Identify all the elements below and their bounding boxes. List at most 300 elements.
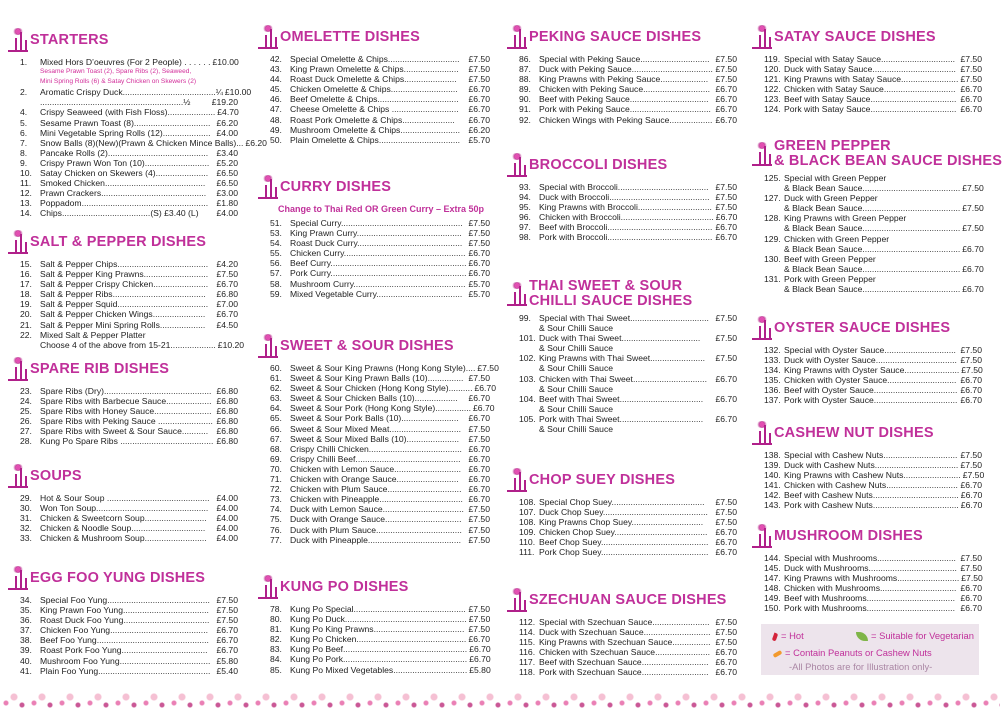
bamboo-logo-icon xyxy=(752,25,772,49)
menu-item xyxy=(764,480,982,490)
section-header xyxy=(8,227,238,257)
item-name: Chicken with Szechuan Sauce....................... xyxy=(539,647,710,658)
item-name: Pork with Satay Sauce.................................... xyxy=(784,104,957,115)
item-price: £6.70 xyxy=(468,463,490,474)
item-price: £6.70 xyxy=(216,625,238,636)
item-number: 102. xyxy=(519,353,536,364)
item-price: £6.70 xyxy=(715,104,737,115)
item-price: £6.70 xyxy=(715,413,737,424)
item-number: 116. xyxy=(519,647,536,658)
item-number: 141. xyxy=(764,480,781,491)
item-price: £7.50 xyxy=(715,192,737,203)
menu-item xyxy=(764,345,982,355)
item-name: Chicken Omelette & Chips............................ xyxy=(290,84,458,95)
item-name: King Prawns with Oyster Sauce....................... xyxy=(784,365,960,376)
menu-item xyxy=(519,414,737,424)
item-price: £6.70 xyxy=(715,212,738,223)
menu-item xyxy=(270,54,490,64)
menu-item-list xyxy=(764,345,982,406)
menu-item xyxy=(20,87,252,98)
item-price: £7.50 xyxy=(216,269,238,280)
item-number: 148. xyxy=(764,583,781,594)
item-number: 35. xyxy=(20,605,32,616)
item-price: £6.70 xyxy=(715,527,737,538)
menu-item-list xyxy=(764,553,982,614)
item-number: 57. xyxy=(270,268,282,279)
item-name: Beef with Satay Sauce.................................... xyxy=(784,94,957,105)
menu-item xyxy=(270,393,490,403)
item-price xyxy=(980,213,982,223)
item-number: 53. xyxy=(270,228,282,239)
item-price: £7.50 xyxy=(960,54,982,64)
menu-item-list xyxy=(519,54,737,125)
menu-item xyxy=(270,74,490,84)
menu-item xyxy=(270,634,490,644)
menu-item xyxy=(270,115,490,125)
item-number: 81. xyxy=(270,624,282,635)
menu-item xyxy=(270,494,490,504)
item-price: £6.20 xyxy=(216,117,238,128)
section-header xyxy=(752,521,982,551)
item-number: 8. xyxy=(20,147,28,158)
item-price: £6.70 xyxy=(962,263,984,274)
section-egg-foo-yung xyxy=(8,563,238,676)
item-name: Plain Foo Yung............................................... xyxy=(40,665,211,676)
menu-item xyxy=(519,394,737,404)
legend-veg-text: = Suitable for Vegetarian xyxy=(871,630,974,641)
item-price: £6.70 xyxy=(715,114,737,125)
item-name: Special with Peking Sauce............................. xyxy=(539,54,710,64)
item-name: Chicken with Plum Sauce............................... xyxy=(290,484,462,495)
menu-item xyxy=(20,493,238,503)
menu-item xyxy=(270,644,490,654)
item-number: 17. xyxy=(20,279,32,290)
menu-item xyxy=(764,213,982,223)
item-name: Chicken with Lemon Sauce............................ xyxy=(290,463,461,474)
menu-item xyxy=(764,274,982,284)
item-number: 109. xyxy=(519,527,536,538)
legend-hot-text: = Hot xyxy=(781,630,804,641)
menu-item xyxy=(519,333,737,343)
item-price: £7.00 xyxy=(216,299,238,310)
item-number: 128. xyxy=(764,213,781,224)
item-number xyxy=(20,67,40,77)
item-price: £4.20 xyxy=(216,259,238,269)
item-number: 132. xyxy=(764,345,781,355)
item-number: 71. xyxy=(270,474,282,485)
item-name: Beef Curry......................................................... xyxy=(290,258,467,269)
item-name: Kung Po Special............................................... xyxy=(290,604,466,614)
bamboo-logo-icon xyxy=(752,142,772,166)
item-name: Chicken with Green Pepper xyxy=(784,233,890,244)
item-name: Duck with Peking Sauce.................................. xyxy=(539,64,713,75)
bamboo-logo-icon xyxy=(8,28,28,52)
item-number: 61. xyxy=(270,373,282,384)
menu-item xyxy=(519,104,737,114)
menu-item xyxy=(270,474,490,484)
section-header xyxy=(258,172,490,202)
section-title: OMELETTE DISHES xyxy=(280,28,420,45)
menu-item xyxy=(764,94,982,104)
section-header xyxy=(258,22,490,52)
item-price: £7.50 xyxy=(468,228,490,239)
section-starters xyxy=(8,25,267,219)
item-price: £6.80 xyxy=(216,436,238,447)
item-price: £3.00 xyxy=(216,188,238,199)
section-satay xyxy=(752,22,982,115)
item-name: Beef with Thai Sweet................................... xyxy=(539,393,704,404)
item-price: £6.70 xyxy=(960,395,982,406)
item-number: 140. xyxy=(764,470,781,481)
item-number: 9. xyxy=(20,157,28,168)
legend-nuts-text: = Contain Peanuts or Cashew Nuts xyxy=(785,647,932,658)
item-name: Sweet & Sour King Prawns (Hong Kong Style).... xyxy=(290,363,476,373)
item-number: 73. xyxy=(270,494,282,505)
item-price: £7.50 xyxy=(715,507,737,518)
item-price: £4.00 xyxy=(216,513,238,524)
item-number: 23. xyxy=(20,386,32,396)
item-number: 78. xyxy=(270,604,282,614)
menu-item xyxy=(764,385,982,395)
item-name: Chicken with Broccoli....................................... xyxy=(539,212,714,223)
item-price: £6.70 xyxy=(960,490,983,501)
menu-item xyxy=(20,137,267,148)
menu-item xyxy=(764,450,982,460)
item-number: 130. xyxy=(764,253,781,264)
item-number: 15. xyxy=(20,259,32,269)
item-name: & Sour Chilli Sauce xyxy=(539,323,614,334)
item-price: £7.50 xyxy=(715,517,737,528)
item-number: 84. xyxy=(270,654,282,665)
item-name: Mushroom Omelette & Chips......................... xyxy=(290,124,461,135)
menu-item xyxy=(519,363,737,373)
item-name: & Black Bean Sauce......................................... xyxy=(784,263,961,274)
item-number: 145. xyxy=(764,563,781,574)
item-name: Special with Green Pepper xyxy=(784,173,887,183)
item-number: 127. xyxy=(764,193,781,204)
item-price: £6.70 xyxy=(715,94,737,105)
section-szechuan xyxy=(507,585,737,678)
menu-item xyxy=(270,624,490,634)
item-price: £19.20 xyxy=(211,97,238,108)
section-thai xyxy=(507,277,737,434)
menu-item xyxy=(270,289,490,299)
item-number: 93. xyxy=(519,182,531,192)
bamboo-logo-icon xyxy=(258,334,278,358)
item-name: Cheese Omelette & Chips ............................ xyxy=(290,104,459,115)
item-number: 121. xyxy=(764,74,781,85)
bamboo-logo-icon xyxy=(507,153,527,177)
item-number: 37. xyxy=(20,625,32,636)
item-number: 10. xyxy=(20,168,32,179)
menu-item xyxy=(270,228,490,238)
item-name: Beef Foo Yung............................................... xyxy=(40,635,209,646)
item-name: Chips.....................................(S) £3.40 (L) xyxy=(40,208,199,219)
item-name: Duck with Thai Sweet................................. xyxy=(539,333,701,344)
section-header xyxy=(8,25,238,55)
item-number: 51. xyxy=(270,218,282,228)
item-number: 66. xyxy=(270,423,282,434)
item-name: Roast Duck Foo Yung.................................... xyxy=(40,615,210,626)
item-number: 144. xyxy=(764,553,781,563)
item-price: £7.50 xyxy=(468,54,490,64)
section-title: OYSTER SAUCE DISHES xyxy=(774,319,951,336)
menu-item xyxy=(519,202,737,212)
menu-item xyxy=(764,355,982,365)
item-name: Sweet & Sour Chicken (Hong Kong Style).......... xyxy=(290,383,473,394)
item-name: Snow Balls (8)(New)(Prawn & Chicken Mince Balls)... xyxy=(40,137,244,148)
item-price: £7.50 xyxy=(468,218,490,228)
item-price: £7.50 xyxy=(715,497,737,507)
item-name: Roast Duck Omelette & Chips...................... xyxy=(290,74,457,85)
menu-item xyxy=(519,182,737,192)
menu-item xyxy=(20,57,238,67)
item-name: King Prawns with Thai Sweet....................... xyxy=(539,353,706,364)
item-price: £6.70 xyxy=(468,248,490,259)
item-price: £6.50 xyxy=(216,168,238,179)
item-price: £6.70 xyxy=(715,393,737,404)
item-number: 91. xyxy=(519,104,531,115)
item-price: £7.50 xyxy=(715,333,737,344)
item-name: Duck with Cashew Nuts................................... xyxy=(784,460,959,471)
section-kung-po xyxy=(258,572,490,675)
item-number: 27. xyxy=(20,426,32,437)
item-name: Chicken with Peking Sauce............................ xyxy=(539,84,710,95)
item-price: £7.50 xyxy=(468,604,490,614)
item-price: £7.50 xyxy=(962,470,985,481)
item-name: Beef with Cashew Nuts.................................... xyxy=(784,490,959,501)
item-name: Chicken with Oyster Sauce............................. xyxy=(784,375,957,386)
item-price xyxy=(980,274,982,284)
item-number: 90. xyxy=(519,94,531,105)
item-price: £10.20 xyxy=(217,339,245,350)
menu-item xyxy=(20,503,238,513)
item-name: Pork with Broccoli............................................ xyxy=(539,232,713,243)
item-price: £6.70 xyxy=(468,484,490,495)
item-name: Pork with Oyster Sauce................................... xyxy=(784,395,958,406)
item-number: 45. xyxy=(270,84,282,95)
item-price: £6.70 xyxy=(715,84,737,95)
section-mushroom xyxy=(752,521,982,614)
item-price: £7.50 xyxy=(960,460,982,471)
menu-item xyxy=(519,517,737,527)
item-price: £7.50 xyxy=(715,54,737,64)
item-number: 112. xyxy=(519,617,536,627)
menu-item xyxy=(270,525,490,535)
item-price: £4.00 xyxy=(216,523,238,534)
bamboo-logo-icon xyxy=(507,588,527,612)
item-number: 48. xyxy=(270,114,282,125)
section-header xyxy=(8,354,238,384)
item-number: 111. xyxy=(519,547,535,558)
item-number xyxy=(764,264,784,274)
item-price: £6.70 xyxy=(469,644,491,655)
item-number: 76. xyxy=(270,524,282,535)
item-name: King Prawn Foo Yung.................................... xyxy=(40,605,209,616)
item-price: £6.70 xyxy=(473,403,495,414)
item-price: £4.70 xyxy=(217,107,239,118)
item-name: Roast Pork Omelette & Chips...................... xyxy=(290,114,455,125)
item-number: 139. xyxy=(764,460,781,471)
item-price: £6.70 xyxy=(715,373,737,384)
section-chop-suey xyxy=(507,465,737,558)
item-number: 117. xyxy=(519,657,536,668)
item-name: Crispy Prawn Won Ton (10)........................... xyxy=(40,157,210,168)
item-number: 125. xyxy=(764,173,781,183)
menu-item xyxy=(764,470,985,481)
section-title: EGG FOO YUNG DISHES xyxy=(30,569,206,586)
item-number: 31. xyxy=(20,513,32,524)
section-title: STARTERS xyxy=(30,31,109,48)
item-name: Mushroom Foo Yung...................................... xyxy=(40,655,211,666)
bamboo-logo-icon xyxy=(507,25,527,49)
item-number: 47. xyxy=(270,104,282,115)
menu-item xyxy=(519,547,737,557)
item-number: 63. xyxy=(270,393,282,404)
item-name: Pork with Cashew Nuts.................................... xyxy=(784,500,959,511)
menu-item xyxy=(270,413,490,423)
menu-item xyxy=(764,264,982,274)
item-price: £6.70 xyxy=(468,474,490,485)
menu-item xyxy=(20,158,238,168)
item-name: Sweet & Sour Chicken Balls (10).................. xyxy=(290,393,458,404)
item-name: Sesame Prawn Toast (2), Spare Ribs (2), Seaweed, xyxy=(40,68,192,76)
bamboo-logo-icon xyxy=(507,468,527,492)
section-broccoli xyxy=(507,150,737,243)
menu-item xyxy=(764,244,982,254)
item-price: £6.80 xyxy=(216,386,238,396)
item-name: Pork with Thai Sweet................................... xyxy=(539,413,704,424)
item-price: £6.70 xyxy=(468,268,491,279)
item-number: 142. xyxy=(764,490,781,501)
item-price xyxy=(735,404,737,414)
item-number: 131. xyxy=(764,273,781,284)
bamboo-logo-icon xyxy=(752,421,772,445)
menu-item xyxy=(270,248,490,258)
item-name: Duck with Lemon Sauce.................................. xyxy=(290,504,464,515)
menu-item xyxy=(270,604,490,614)
item-price: £7.50 xyxy=(468,423,490,434)
item-number: 43. xyxy=(270,64,282,75)
section-title: SATAY SAUCE DISHES xyxy=(774,28,936,45)
item-name: Mini Spring Rolls (6) & Satay Chicken on Skewers (2) xyxy=(40,78,197,86)
menu-item xyxy=(20,426,238,436)
item-number: 22. xyxy=(20,329,32,340)
item-price: £6.70 xyxy=(468,453,490,464)
item-name: King Prawns with Peking Sauce.................... xyxy=(539,74,709,85)
menu-item xyxy=(519,94,737,104)
menu-item xyxy=(764,500,982,510)
item-name: Pork with Szechuan Sauce............................ xyxy=(539,667,709,678)
item-price: £7.50 xyxy=(960,553,982,563)
item-number xyxy=(764,284,784,294)
item-name: Salt & Pepper King Prawns........................... xyxy=(40,269,209,280)
menu-item xyxy=(270,64,490,74)
item-number: 56. xyxy=(270,258,282,269)
item-name: Duck with Pineapple....................................... xyxy=(290,534,461,545)
item-name: Chicken Foo Yung......................................... xyxy=(40,625,208,636)
item-price: £6.80 xyxy=(216,396,238,407)
item-number: 36. xyxy=(20,615,32,626)
menu-item xyxy=(764,284,982,294)
menu-item xyxy=(519,64,737,74)
item-name: Won Ton Soup............................................... xyxy=(40,503,209,514)
item-price: £6.70 xyxy=(715,667,737,678)
item-name: Duck with Mushrooms..................................... xyxy=(784,563,957,574)
item-name: Aromatic Crispy Duck.......................................¼ xyxy=(40,87,223,98)
section-title: KUNG PO DISHES xyxy=(280,578,409,595)
item-price: £7.50 xyxy=(715,202,737,213)
menu-item-list xyxy=(519,313,737,434)
menu-item xyxy=(20,416,238,426)
item-price: £6.70 xyxy=(468,413,490,424)
section-spare-rib xyxy=(8,354,238,447)
item-price: £6.70 xyxy=(715,232,737,243)
menu-item xyxy=(20,523,238,533)
menu-item-list xyxy=(270,54,490,145)
item-name: King Prawns with Satay Sauce........................ xyxy=(784,74,959,85)
menu-item xyxy=(20,615,238,625)
menu-item xyxy=(270,403,495,414)
menu-item xyxy=(20,259,238,269)
item-price: £7.50 xyxy=(960,74,982,85)
item-name: Crispy Chilli Chicken....................................... xyxy=(290,443,462,454)
item-price: £7.50 xyxy=(477,363,499,373)
menu-item xyxy=(20,595,238,605)
section-header xyxy=(507,22,737,52)
item-name: Pork with Mushrooms..................................... xyxy=(784,603,955,614)
item-number xyxy=(519,363,539,373)
item-name: Special Chop Suey....................................... xyxy=(539,497,705,507)
item-name: & Sour Chilli Sauce xyxy=(539,383,614,394)
item-number xyxy=(519,323,539,333)
section-title: THAI SWEET & SOUR xyxy=(529,278,683,294)
item-price: £7.50 xyxy=(962,203,984,214)
menu-item xyxy=(270,125,490,135)
item-number: 133. xyxy=(764,355,781,366)
item-number: 120. xyxy=(764,64,781,75)
menu-item xyxy=(764,573,982,583)
menu-item xyxy=(20,635,238,645)
legend-photos: -All Photos are for Illustration only- xyxy=(789,661,933,672)
menu-item xyxy=(764,173,982,183)
item-number xyxy=(764,244,784,254)
item-number: 83. xyxy=(270,644,282,655)
bamboo-logo-icon xyxy=(752,524,772,548)
menu-item xyxy=(519,627,737,637)
item-number xyxy=(20,97,40,107)
menu-item xyxy=(270,464,490,474)
item-name: Special Foo Yung........................................... xyxy=(40,595,210,605)
item-number: 96. xyxy=(519,212,531,223)
menu-item xyxy=(519,647,737,657)
item-price: £6.80 xyxy=(216,416,238,427)
item-price: £7.50 xyxy=(961,365,983,376)
item-price: £6.70 xyxy=(960,385,982,396)
item-name: Duck with Broccoli.......................................... xyxy=(539,192,710,203)
section-title: CHOP SUEY DISHES xyxy=(529,471,676,488)
item-price: £6.70 xyxy=(468,84,490,95)
item-price: £7.50 xyxy=(715,617,737,627)
menu-item xyxy=(764,553,982,563)
item-name: Poppadom..................................................... xyxy=(40,198,209,209)
item-number: 143. xyxy=(764,500,781,511)
item-name: King Prawns with Szechuan Sauce................ xyxy=(539,637,711,648)
item-price: £7.50 xyxy=(960,64,982,75)
menu-item xyxy=(20,330,238,340)
menu-item xyxy=(270,614,490,624)
menu-item-list xyxy=(270,363,499,545)
